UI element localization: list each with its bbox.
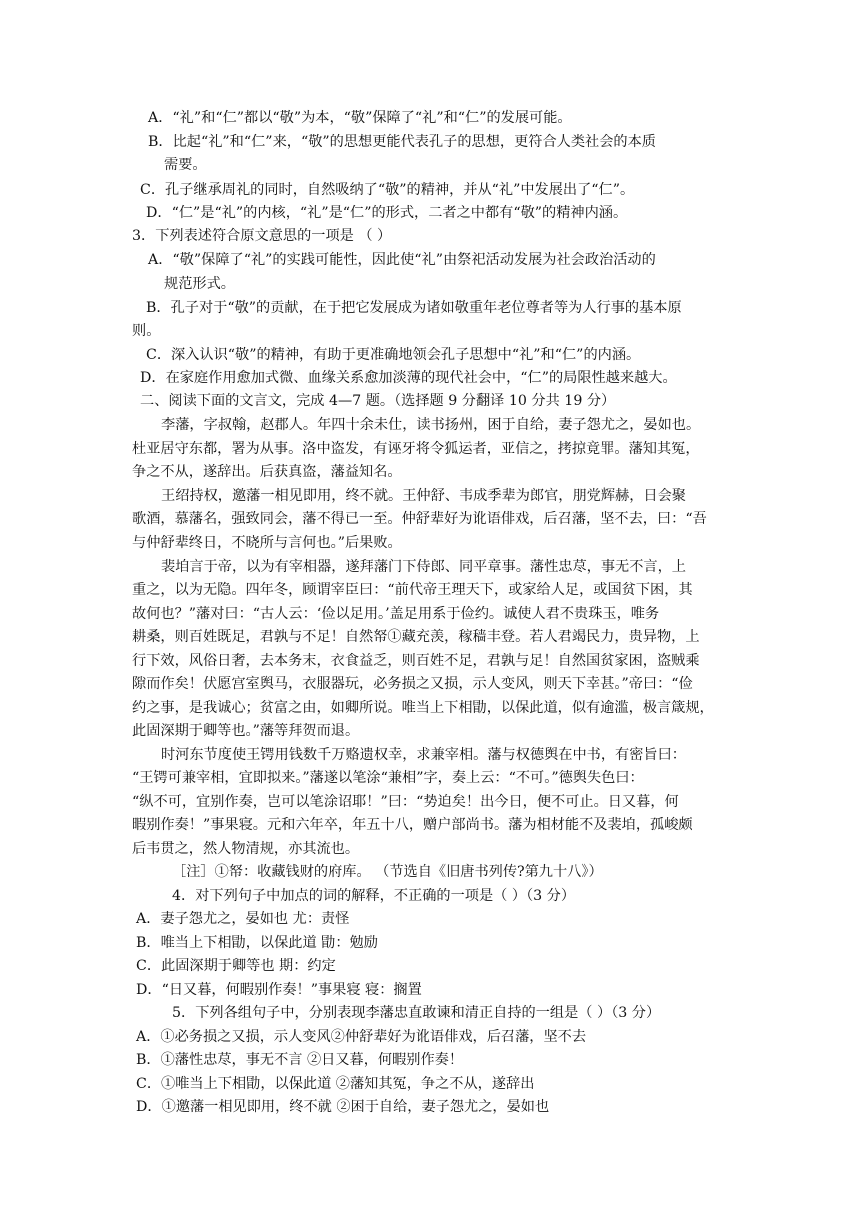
question-4-stem: 4．对下列句子中加点的词的解释，不正确的一项是（ ）（3 分） xyxy=(172,888,576,904)
option-line: B．孔子对于“敬”的贡献，在于把它发展成为诸如敬重年老位尊者等为人行事的基本原 xyxy=(146,300,682,316)
option-line: 则。 xyxy=(132,323,161,339)
option-line: C．孔子继承周礼的同时，自然吸纳了“敬”的精神，并从“礼”中发展出了“仁”。 xyxy=(140,182,635,198)
passage-line: 故何也？”藩对曰：“古人云：‘俭以足用。’盖足用系于俭约。诚使人君不贵珠玉，唯务 xyxy=(132,606,660,622)
passage-line: 王绍持权，邀藩一相见即用，终不就。王仲舒、韦成季辈为郎官，朋党辉赫，日会聚 xyxy=(161,488,686,504)
passage-line: 裴垍言于帝，以为有宰相器，遂拜藩门下侍郎、同平章事。藩性忠荩，事无不言，上 xyxy=(161,559,686,575)
option-line: D．“仁”是“礼”的内核，“礼”是“仁”的形式，二者之中都有“敬”的精神内涵。 xyxy=(146,205,628,221)
question-3-stem: 3．下列表述符合原文意思的一项是 （ ） xyxy=(132,228,392,244)
option-line: D．在家庭作用愈加式微、血缘关系愈加淡薄的现代社会中，“仁”的局限性越来越大。 xyxy=(140,370,677,386)
option-line: C．①唯当上下相勖，以保此道 ②藩知其冤，争之不从，遂辞出 xyxy=(136,1076,535,1092)
option-line: C．深入认识“敬”的精神，有助于更准确地领会孔子思想中“礼”和“仁”的内涵。 xyxy=(146,347,641,363)
passage-line: 约之事，是我诚心；贫富之由，如卿所说。唯当上下相勖，以保此道，似有逾滥，极言箴规， xyxy=(132,700,714,716)
passage-line: 耕桑，则百姓既足，君孰与不足！自然帑①藏充羡，稼穑丰登。若人君竭民力，贵异物，上 xyxy=(132,629,700,645)
option-line: A．①必务损之又损，示人变风②仲舒辈好为讹语俳戏，后召藩，坚不去 xyxy=(136,1029,587,1045)
option-line: A．妻子怨尤之，晏如也 尤：责怪 xyxy=(136,911,350,927)
passage-line: 后韦贯之，然人物清规，亦其流也。 xyxy=(132,841,360,857)
option-line: D．“日又暮，何暇别作奏！”事果寝 寝：搁置 xyxy=(136,982,422,998)
option-line: 需要。 xyxy=(164,157,207,173)
option-line: D．①邀藩一相见即用，终不就 ②困于自给，妻子怨尤之，晏如也 xyxy=(136,1099,550,1115)
option-line: A．“礼”和“仁”都以“敬”为本，“敬”保障了“礼”和“仁”的发展可能。 xyxy=(148,110,572,126)
passage-line: 重之，以为无隐。四年冬，顾谓宰臣曰：“前代帝王理天下，或家给人足，或国贫下困，其 xyxy=(132,582,693,598)
passage-line: “纵不可，宜别作奏，岂可以笔涂诏耶！”曰：“势迫矣！出今日，便不可止。日又暮，何 xyxy=(132,794,679,810)
passage-line: 时河东节度使王锷用钱数千万赂遗权幸，求兼宰相。藩与权德舆在中书，有密旨曰： xyxy=(161,747,686,763)
section-2-heading: 二、阅读下面的文言文，完成 4—7 题。（选择题 9 分翻译 10 分共 19 分） xyxy=(140,393,616,409)
passage-line: 杜亚居守东都，署为从事。洛中盗发，有诬牙将令狐运者，亚信之，拷掠竟罪。藩知其冤， xyxy=(132,441,700,457)
option-line: 规范形式。 xyxy=(164,276,235,292)
option-line: C．此固深期于卿等也 期：约定 xyxy=(136,958,336,974)
passage-line: 此固深期于卿等也。”藩等拜贺而退。 xyxy=(132,723,360,739)
option-line: B．比起“礼”和“仁”来，“敬”的思想更能代表孔子的思想，更符合人类社会的本质 xyxy=(148,134,656,150)
passage-line: 行下效，风俗日奢，去本务末，衣食益乏，则百姓不足，君孰与足！自然国贫家困，盗贼乘 xyxy=(132,653,700,669)
passage-line: 歌酒，慕藩名，强致同会，藩不得已一至。仲舒辈好为讹语俳戏，后召藩，坚不去，曰：“吾 xyxy=(132,511,707,527)
option-line: A．“敬”保障了“礼”的实践可能性，因此使“礼”由祭祀活动发展为社会政治活动的 xyxy=(148,252,656,268)
passage-line: 暇别作奏！”事果寝。元和六年卒，年五十八，赠户部尚书。藩为相材能不及裴垍，孤峻颇 xyxy=(132,817,693,833)
passage-line: 争之不从，遂辞出。后获真盗，藩益知名。 xyxy=(132,464,402,480)
passage-line: 与仲舒辈终日，不晓所与言何也。”后果败。 xyxy=(132,535,402,551)
question-5-stem: 5．下列各组句子中，分别表现李藩忠直敢谏和清正自持的一组是（ ）（3 分） xyxy=(172,1005,661,1021)
option-line: B．①藩性忠荩，事无不言 ②日又暮，何暇别作奏！ xyxy=(136,1052,464,1068)
passage-line: 李藩，字叔翰，赵郡人。年四十余未仕，读书扬州，困于自给，妻子怨尤之，晏如也。 xyxy=(161,417,701,433)
passage-line: “王锷可兼宰相，宜即拟来。”藩遂以笔涂“兼相”字，奏上云：“不可。”德舆失色曰： xyxy=(132,770,644,786)
option-line: B．唯当上下相勖，以保此道 勖：勉励 xyxy=(136,935,378,951)
passage-line: 隙而作矣！伏愿宫室舆马，衣服器玩，必务损之又损，示人变风，则天下幸甚。”帝曰：“俭 xyxy=(132,676,693,692)
annotation-note: ［注］①帑：收藏钱财的府库。 （节选自《旧唐书列传?第九十八》） xyxy=(172,864,603,880)
